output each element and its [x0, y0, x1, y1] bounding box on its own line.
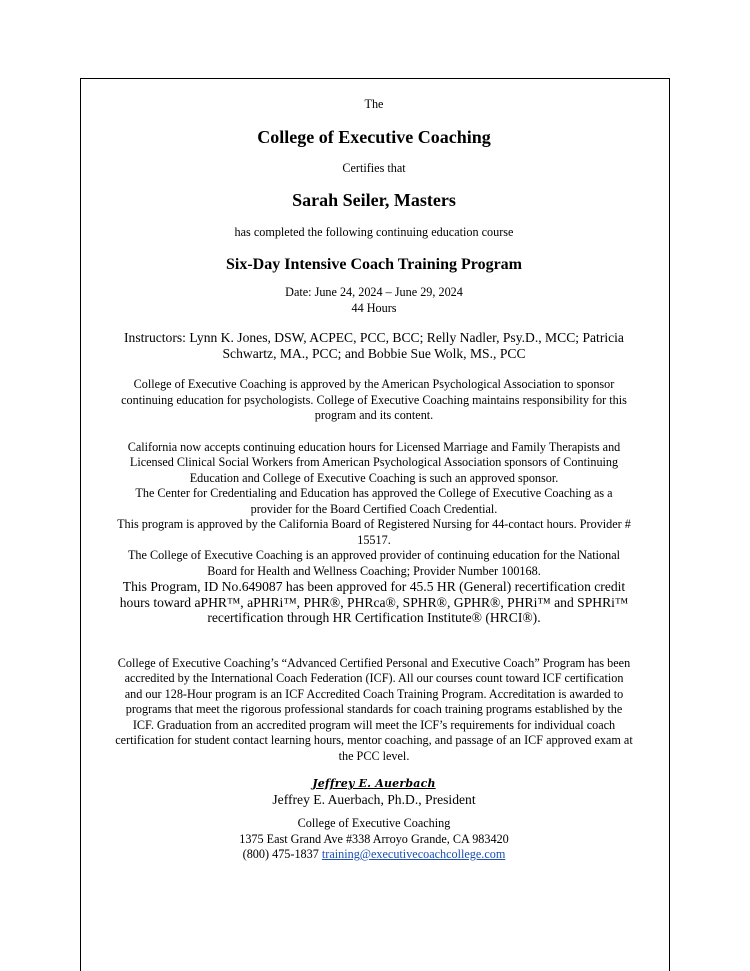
recipient-name: Sarah Seiler, Masters [292, 189, 456, 210]
cce-line-1: The Center for Credentialing and Education has approved the College of Executive Coaching as a [135, 486, 613, 500]
california-line-1: California now accepts continuing education hours for Licensed Marriage and Family Therapists and [127, 439, 621, 454]
california-line-3: Education and College of Executive Coaching is such an approved sponsor. [189, 470, 559, 485]
footer-email-link[interactable]: training@executivecoachcollege.com [321, 847, 506, 861]
signer-name: Jeffrey E. Auerbach, Ph.D., President [272, 791, 476, 807]
course-title: Six-Day Intensive Coach Training Program [225, 255, 522, 273]
handwritten-signature: Jeffrey E. Auerbach [312, 777, 436, 790]
nbhwc-line-2: Board for Health and Wellness Coaching; Provider Number 100168. [207, 563, 541, 578]
footer-address: 1375 East Grand Ave #338 Arroyo Grande, CA 983420 [239, 831, 509, 846]
apa-line-1: College of Executive Coaching is approved by the American Psychological Association to sponsor [133, 377, 615, 391]
cce-line-2: provider for the Board Certified Coach Credential. [250, 501, 498, 516]
course-date: Date: June 24, 2024 – June 29, 2024 [285, 285, 463, 299]
nbhwc-line-1: The College of Executive Coaching is an approved provider of continuing education for the National [127, 548, 621, 562]
certifies-text: Certifies that [342, 161, 406, 175]
nursing-line-2: 15517. [357, 532, 391, 547]
icf-line-5: ICF. Graduation from an accredited program will meet the ICF’s requirements for individual coach [132, 717, 616, 732]
icf-line-6: certification for student contact learning hours, mentor coaching, and passage of an ICF approved exam at [115, 733, 633, 747]
footer-contact [86, 847, 662, 863]
nursing-line-1: This program is approved by the California Board of Registered Nursing for 44-contact hours. Provider # [117, 517, 631, 531]
course-hours: 44 Hours [351, 300, 397, 315]
hrci-line-3: recertification through HR Certification Institute® (HRCI®). [207, 610, 541, 625]
icf-line-2: accredited by the International Coach Federation (ICF). All our courses count toward ICF certification [124, 671, 624, 685]
apa-line-3: program and its content. [314, 408, 434, 422]
icf-line-4: programs that meet the rigorous professional standards for coach training programs established by the [125, 702, 623, 716]
icf-line-3: and our 128-Hour program is an ICF Accredited Coach Training Program. Accreditation is awarded to [124, 686, 624, 701]
apa-line-2: continuing education for psychologists. College of Executive Coaching maintains responsibility for this [121, 392, 627, 407]
instructors-line-1: Instructors: Lynn K. Jones, DSW, ACPEC, PCC, BCC; Relly Nadler, Psy.D., MCC; Patricia [124, 330, 624, 345]
icf-line-1: College of Executive Coaching’s “Advanced Certified Personal and Executive Coach” Program has been [117, 655, 631, 670]
college-name: College of Executive Coaching [257, 126, 491, 147]
hrci-line-1: This Program, ID No.649087 has been approved for 45.5 HR (General) recertification credit [122, 579, 626, 594]
icf-line-7: the PCC level. [338, 748, 410, 763]
certificate-content [86, 97, 662, 863]
footer-phone: (800) 475-1837 [242, 847, 322, 861]
intro-the: The [364, 97, 384, 111]
completed-text: has completed the following continuing education course [234, 225, 514, 239]
instructors-line-2: Schwartz, MA., PCC; and Bobbie Sue Wolk, MS., PCC [222, 345, 526, 361]
footer-organization: College of Executive Coaching [297, 816, 451, 830]
hrci-line-2: hours toward aPHR™, aPHRi™, PHR®, PHRca®, SPHR®, GPHR®, PHRi™ and SPHRi™ [119, 594, 629, 610]
california-line-2: Licensed Clinical Social Workers from American Psychological Association sponsors of Continuing [129, 455, 619, 469]
